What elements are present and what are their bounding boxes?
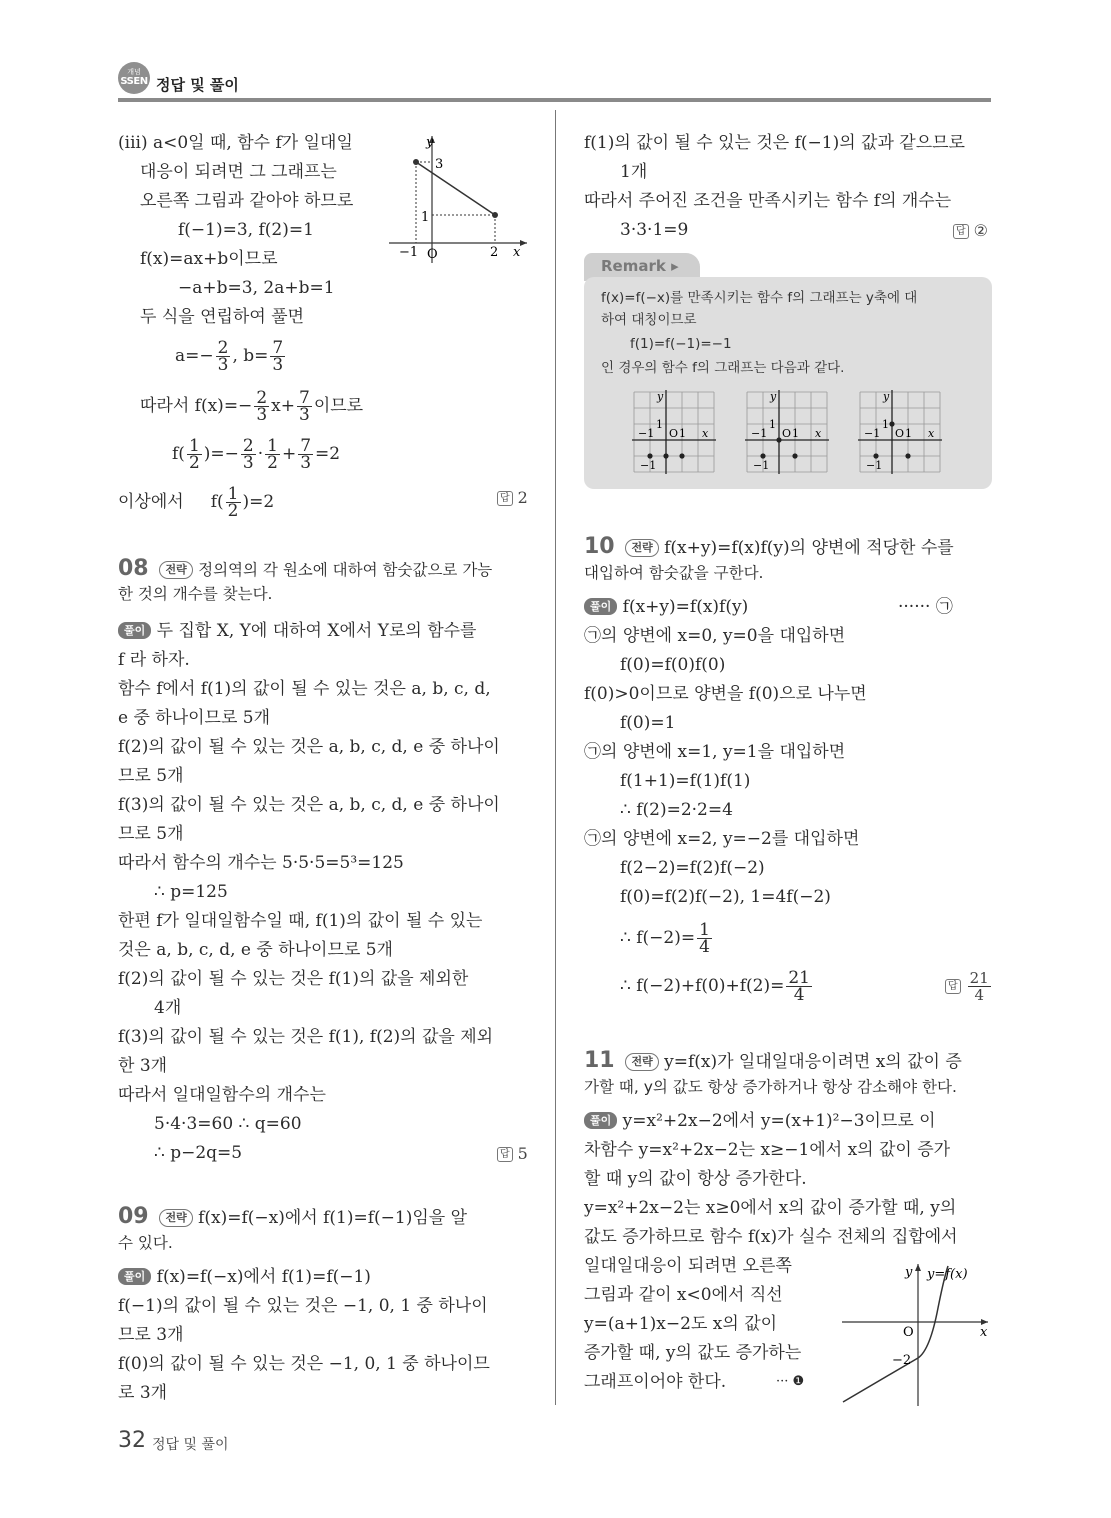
remark-tick-1: 1 [769, 418, 776, 431]
p10-line: ㉠의 양변에 x=1, y=1을 대입하면 [584, 742, 846, 762]
p11-strategy-line1: 11 전략 y=f(x)가 일대일대응이려면 x의 값이 증 [584, 1048, 962, 1073]
p08-line: f(3)의 값이 될 수 있는 것은 a, b, c, d, e 중 하나이 [118, 795, 500, 815]
curve-y-fx [843, 1266, 948, 1402]
strategy-tag: 전략 [625, 539, 658, 557]
p10-frac-line1: ∴ f(−2)= $\frac{1}{4}$ [620, 920, 710, 957]
remark-label: Remark ▸ [601, 257, 679, 275]
x-label: x [980, 1325, 988, 1340]
p08-line: f 라 하자. [118, 650, 190, 670]
remark-point [873, 453, 878, 458]
logo [118, 62, 150, 94]
solution-tag: 풀이 [118, 622, 151, 639]
p09-cont-line: f(1)의 값이 될 수 있는 것은 f(−1)의 값과 같으므로 [584, 133, 965, 153]
remark-tick-yneg1: −1 [866, 459, 883, 472]
answer-icon: 답 [945, 979, 961, 994]
p08-strategy-line1: 08 전략 정의역의 각 원소에 대하여 함숫값으로 가능 [118, 556, 493, 581]
p08-line: f(2)의 값이 될 수 있는 것은 a, b, c, d, e 중 하나이 [118, 737, 500, 757]
answer-icon: 답 [497, 1147, 513, 1162]
remark-point [905, 453, 910, 458]
problem-number-10: 10 [584, 534, 615, 559]
p10-line: ㉠의 양변에 x=0, y=0을 대입하면 [584, 626, 846, 646]
column-divider [555, 110, 556, 1405]
p11-line: 일대일대응이 되려면 오른쪽 [584, 1256, 792, 1276]
p08-line: 4개 [154, 998, 182, 1018]
remark-y-label: y [657, 390, 664, 403]
p08-line: 므로 5개 [118, 824, 184, 844]
answer-10: 답 $\frac{21}{4}$ [945, 970, 993, 1003]
p08-line: e 중 하나이므로 5개 [118, 708, 271, 728]
p09-solution-line1: 풀이 f(x)=f(−x)에서 f(1)=f(−1) [118, 1266, 371, 1288]
p11-solution-line1: 풀이 y=x²+2x−2에서 y=(x+1)²−3이므로 이 [584, 1110, 936, 1132]
strategy-tag: 전략 [159, 561, 192, 579]
problem-number-09: 09 [118, 1204, 149, 1229]
p10-line: f(0)=f(0)f(0) [620, 655, 726, 675]
header-rule [118, 98, 991, 102]
case3-line11: 이상에서 f( $\frac{1}{2}$ )=2 [118, 484, 275, 521]
remark-line: f(x)=f(−x)를 만족시키는 함수 f의 그래프는 y축에 대 [601, 290, 918, 306]
p08-line: 따라서 일대일함수의 개수는 [118, 1085, 326, 1105]
remark-origin-label: O [895, 427, 905, 440]
p08-line: f(3)의 값이 될 수 있는 것은 f(1), f(2)의 값을 제외 [118, 1027, 494, 1047]
p11-line: 차함수 y=x²+2x−2는 x≥−1에서 x의 값이 증가 [584, 1140, 951, 1160]
p11-graph [838, 1258, 993, 1408]
solution-tag: 풀이 [584, 1112, 617, 1129]
tick-neg1: −1 [399, 245, 419, 260]
remark-tick-x1: 1 [679, 427, 686, 440]
case3-line8: a=− $\frac{2}{3}$ , b= $\frac{7}{3}$ [175, 338, 284, 375]
p08-solution-line1: 풀이 두 집합 X, Y에 대하여 X에서 Y로의 함수를 [118, 620, 476, 642]
p11-line: 할 때 y의 값이 항상 증가한다. [584, 1169, 807, 1189]
graph-segment [416, 162, 495, 215]
remark-tick-yneg1: −1 [640, 459, 657, 472]
answer-icon: 답 [497, 491, 513, 506]
remark-line: 인 경우의 함수 f의 그래프는 다음과 같다. [601, 360, 845, 376]
remark-x-label: x [702, 427, 709, 440]
p09-cont-line: 따라서 주어진 조건을 만족시키는 함수 f의 개수는 [584, 191, 952, 211]
p08-line: ∴ p−2q=5 [154, 1143, 243, 1163]
remark-point [776, 437, 781, 442]
p10-strategy-line1: 10 전략 f(x+y)=f(x)f(y)의 양변에 적당한 수를 [584, 534, 954, 559]
tick-y3: 3 [435, 157, 444, 172]
remark-tick-1: 1 [882, 418, 889, 431]
remark-tick-yneg1: −1 [753, 459, 770, 472]
solution-tag: 풀이 [118, 1268, 151, 1285]
logo-bottom: SSEN [120, 76, 148, 87]
remark-tick-neg1: −1 [864, 427, 881, 440]
remark-x-label: x [928, 427, 935, 440]
p08-line: 함수 f에서 f(1)의 값이 될 수 있는 것은 a, b, c, d, [118, 679, 491, 699]
tick-y1: 1 [421, 210, 430, 225]
p08-line: 5·4·3=60 ∴ q=60 [154, 1114, 302, 1134]
remark-point [647, 453, 652, 458]
p08-line: 한편 f가 일대일함수일 때, f(1)의 값이 될 수 있는 [118, 911, 483, 931]
curve-label: y=f(x) [927, 1267, 968, 1282]
origin-label: O [903, 1325, 914, 1340]
p08-line: f(2)의 값이 될 수 있는 것은 f(1)의 값을 제외한 [118, 969, 469, 989]
case3-line6: −a+b=3, 2a+b=1 [178, 278, 335, 298]
p10-line: f(2−2)=f(2)f(−2) [620, 858, 765, 878]
p10-line: ∴ f(2)=2·2=4 [620, 800, 733, 820]
p10-line: f(0)=f(2)f(−2), 1=4f(−2) [620, 887, 831, 907]
p11-line: 그래프이어야 한다. [584, 1372, 727, 1392]
problem-number-08: 08 [118, 556, 149, 581]
p11-line: 값도 증가하므로 함수 f(x)가 실수 전체의 집합에서 [584, 1227, 958, 1247]
remark-origin-label: O [669, 427, 679, 440]
answer-07: 답 2 [497, 488, 528, 507]
remark-y-label: y [770, 390, 777, 403]
p10-line: f(0)=1 [620, 713, 676, 733]
answer-08: 답 5 [497, 1144, 528, 1163]
remark-point [679, 453, 684, 458]
remark-tick-x1: 1 [792, 427, 799, 440]
p09-cont-line: 1개 [620, 162, 648, 182]
case3-line3: 오른쪽 그림과 같아야 하므로 [140, 191, 354, 211]
footer-text: 정답 및 풀이 [152, 1437, 229, 1453]
p11-ref: ··· ❶ [776, 1374, 805, 1389]
case3-line7: 두 식을 연립하여 풀면 [140, 307, 305, 327]
tick-neg2: −2 [892, 1353, 912, 1368]
remark-tick-neg1: −1 [751, 427, 768, 440]
p10-line: f(0)>0이므로 양변을 f(0)으로 나누면 [584, 684, 867, 704]
logo-top: 개념 [127, 68, 141, 76]
tick-2: 2 [490, 245, 499, 260]
case3-line9: 따라서 f(x)=− $\frac{2}{3}$ x+ $\frac{7}{3}$ 이므로 [140, 388, 364, 425]
remark-line: 하여 대칭이므로 [601, 312, 697, 328]
p08-strategy-line2: 한 것의 개수를 찾는다. [118, 585, 273, 603]
x-axis-arrow [520, 240, 527, 246]
p08-line: 한 3개 [118, 1056, 168, 1076]
x-label: x [513, 245, 521, 260]
p09-line: 로 3개 [118, 1383, 168, 1403]
remark-point [760, 453, 765, 458]
case3-line5: f(x)=ax+b이므로 [140, 249, 278, 269]
p08-line: 므로 5개 [118, 766, 184, 786]
page-header [0, 0, 1111, 110]
y-label: y [905, 1265, 913, 1280]
p08-line: 것은 a, b, c, d, e 중 하나이므로 5개 [118, 940, 393, 960]
case3-line4: f(−1)=3, f(2)=1 [178, 220, 314, 240]
strategy-tag: 전략 [625, 1053, 658, 1071]
strategy-tag: 전략 [159, 1209, 192, 1227]
problem-number-11: 11 [584, 1048, 615, 1073]
p09-line: f(0)의 값이 될 수 있는 것은 −1, 0, 1 중 하나이므 [118, 1354, 490, 1374]
remark-tick-neg1: −1 [638, 427, 655, 440]
header-title: 정답 및 풀이 [156, 76, 239, 94]
p10-ref: ······ ㉠ [898, 597, 953, 617]
remark-y-label: y [883, 390, 890, 403]
p09-strategy-line1: 09 전략 f(x)=f(−x)에서 f(1)=f(−1)임을 알 [118, 1204, 468, 1229]
page-number: 32 [118, 1428, 146, 1453]
remark-tick-x1: 1 [905, 427, 912, 440]
p11-line: 그림과 같이 x<0에서 직선 [584, 1285, 783, 1305]
remark-x-label: x [815, 427, 822, 440]
case3-graph [385, 128, 535, 268]
remark-line: f(1)=f(−1)=−1 [630, 336, 732, 352]
p09-strategy-line2: 수 있다. [118, 1234, 173, 1252]
case3-line1: (iii) a<0일 때, 함수 f가 일대일 [118, 133, 353, 153]
answer-09: 답 ② [953, 221, 988, 240]
solution-tag: 풀이 [584, 598, 617, 615]
remark-tick-1: 1 [656, 418, 663, 431]
origin-label: O [427, 247, 438, 262]
p10-line: f(1+1)=f(1)f(1) [620, 771, 751, 791]
case3-line10: f( $\frac{1}{2}$ )=− $\frac{2}{3}$ · $\frac{1}{2}$ + $\frac{7}{3}$ =2 [172, 436, 341, 473]
p10-strategy-line2: 대입하여 함숫값을 구한다. [584, 564, 764, 582]
p11-strategy-line2: 가할 때, y의 값도 항상 증가하거나 항상 감소해야 한다. [584, 1078, 957, 1096]
answer-icon: 답 [953, 224, 969, 239]
p11-line: y=x²+2x−2는 x≥0에서 x의 값이 증가할 때, y의 [584, 1198, 957, 1218]
p09-line: 므로 3개 [118, 1325, 184, 1345]
y-axis-arrow [915, 1264, 921, 1271]
p10-solution-line1: 풀이 f(x+y)=f(x)f(y) [584, 596, 748, 618]
p09-cont-line: 3·3·1=9 [620, 220, 689, 240]
p10-frac-line2: ∴ f(−2)+f(0)+f(2)= $\frac{21}{4}$ [620, 968, 810, 1005]
p08-line: 따라서 함수의 개수는 5·5·5=5³=125 [118, 853, 404, 873]
p10-line: ㉠의 양변에 x=2, y=−2를 대입하면 [584, 829, 860, 849]
p09-line: f(−1)의 값이 될 수 있는 것은 −1, 0, 1 중 하나이 [118, 1296, 488, 1316]
remark-graphs [630, 388, 950, 478]
remark-origin-label: O [782, 427, 792, 440]
y-label: y [426, 135, 434, 150]
p11-line: y=(a+1)x−2도 x의 값이 [584, 1314, 778, 1334]
case3-line2: 대응이 되려면 그 그래프는 [140, 162, 337, 182]
remark-point [663, 453, 668, 458]
p08-line: ∴ p=125 [154, 882, 228, 902]
remark-point [889, 421, 894, 426]
p11-line: 증가할 때, y의 값도 증가하는 [584, 1343, 802, 1363]
remark-point [792, 453, 797, 458]
